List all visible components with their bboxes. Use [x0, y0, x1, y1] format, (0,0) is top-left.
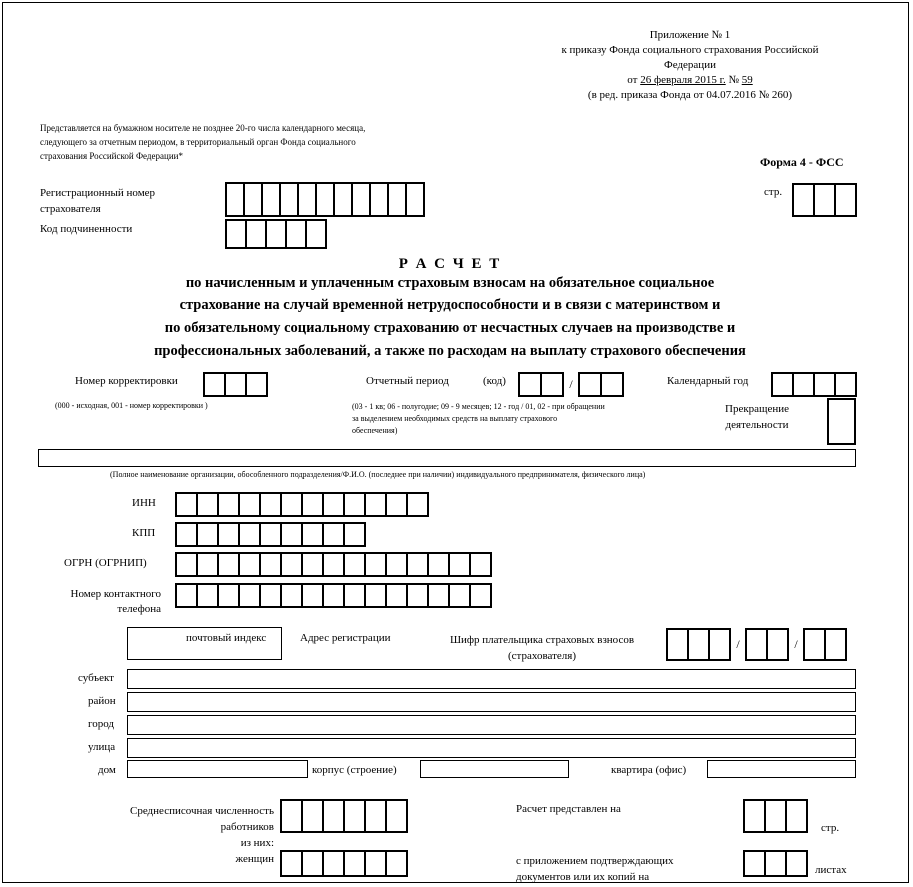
org-name-field[interactable] [38, 449, 856, 467]
correction-label: Номер корректировки [75, 375, 178, 387]
kpp-label: КПП [132, 527, 156, 539]
ogrn-label: ОГРН (ОГРНИП) [64, 557, 147, 569]
termination-label: Прекращение деятельности [725, 403, 790, 431]
correction-cells[interactable] [203, 372, 268, 397]
termination-cell[interactable] [827, 398, 856, 445]
calendar-year-label: Календарный год [667, 375, 749, 387]
title-line-1: по начисленным и уплаченным страховым взносам на обязательное социальное [185, 275, 715, 291]
building-field[interactable] [420, 760, 569, 778]
reg-number-label: Регистрационный номер страхователя [40, 187, 156, 215]
sheets-label: листах [815, 864, 847, 876]
title-line-3: по обязательному социальному страхованию от несчастных случаев на производстве и [164, 320, 736, 336]
cipher-slash-2: / [789, 628, 803, 661]
building-label: корпус (строение) [312, 764, 397, 776]
presented-label: Расчет представлен на [516, 803, 621, 815]
presented-pages-cells[interactable] [743, 799, 808, 833]
title-line-4: профессиональных заболеваний, а также по расходам на выплату страхового обеспечения [154, 343, 746, 359]
phone-label: Номер контактного телефона [70, 588, 161, 615]
inn-label: ИНН [132, 497, 156, 509]
period-code-label: (код) [483, 375, 506, 387]
page-label: стр. [764, 186, 783, 198]
ogrn-cells[interactable] [175, 552, 492, 577]
page-number-cells[interactable] [792, 183, 857, 217]
header-line-2: к приказу Фонда социального страхования Российской [561, 44, 819, 56]
attachments-label: с приложением подтверждающих документов или их копий на [516, 855, 674, 883]
org-name-hint: (Полное наименование организации, обособленного подразделения/Ф.И.О. (последнее при наличии) индивидуального предпринимателя, физического лица) [110, 470, 646, 479]
submission-note: Представляется на бумажном носителе не позднее 20-го числа календарного месяца, следующего за отчетным периодом, в территориальный орган Фонда социального страхования Российской Федерации* [40, 123, 366, 161]
sub-code-cells[interactable] [225, 219, 327, 249]
address-label: Адрес регистрации [300, 632, 391, 644]
city-label: город [88, 718, 115, 730]
cipher-label: Шифр плательщика страховых взносов (страхователя) [449, 634, 635, 662]
title-main: Р А С Ч Е Т [398, 256, 502, 272]
period-label: Отчетный период [366, 375, 449, 387]
header-line-4: от 26 февраля 2015 г. № 59 [627, 74, 753, 86]
postcode-label: почтовый индекс [186, 632, 267, 644]
header-line-5: (в ред. приказа Фонда от 04.07.2016 № 260) [587, 89, 793, 101]
district-field[interactable] [127, 692, 856, 712]
title-line-2: страхование на случай временной нетрудоспособности и в связи с материнством и [179, 297, 721, 313]
correction-hint: (000 - исходная, 001 - номер корректировки ) [55, 401, 208, 410]
period-cells[interactable] [518, 372, 624, 397]
subject-label: субъект [78, 672, 114, 684]
cipher-cells[interactable] [666, 628, 847, 661]
appendix-header [530, 28, 850, 103]
subject-field[interactable] [127, 669, 856, 689]
street-label: улица [88, 741, 116, 753]
period-hint: (03 - 1 кв; 06 - полугодие; 09 - 9 месяцев; 12 - год / 01, 02 - при обращении за выделением необходимых средств на выплату страхового обеспечения) [352, 402, 605, 435]
city-field[interactable] [127, 715, 856, 735]
presented-pages-label: стр. [821, 822, 840, 834]
women-cells[interactable] [280, 850, 408, 877]
period-slash: / [564, 372, 578, 397]
apartment-field[interactable] [707, 760, 856, 778]
form-label: Форма 4 - ФСС [760, 155, 844, 169]
reg-number-cells[interactable] [225, 182, 425, 217]
district-label: район [88, 695, 116, 707]
house-field[interactable] [127, 760, 308, 778]
header-line-3: Федерации [664, 59, 716, 71]
attachments-cells[interactable] [743, 850, 808, 877]
cipher-slash-1: / [731, 628, 745, 661]
sub-code-label: Код подчиненности [40, 223, 133, 235]
calendar-year-cells[interactable] [771, 372, 857, 397]
headcount-cells[interactable] [280, 799, 408, 833]
phone-cells[interactable] [175, 583, 492, 608]
street-field[interactable] [127, 738, 856, 758]
house-label: дом [98, 764, 116, 776]
headcount-label: Среднесписочная численность работников из них: женщин [129, 805, 274, 865]
header-line-1: Приложение № 1 [649, 29, 731, 41]
apartment-label: квартира (офис) [611, 764, 687, 776]
inn-cells[interactable] [175, 492, 429, 517]
kpp-cells[interactable] [175, 522, 366, 547]
